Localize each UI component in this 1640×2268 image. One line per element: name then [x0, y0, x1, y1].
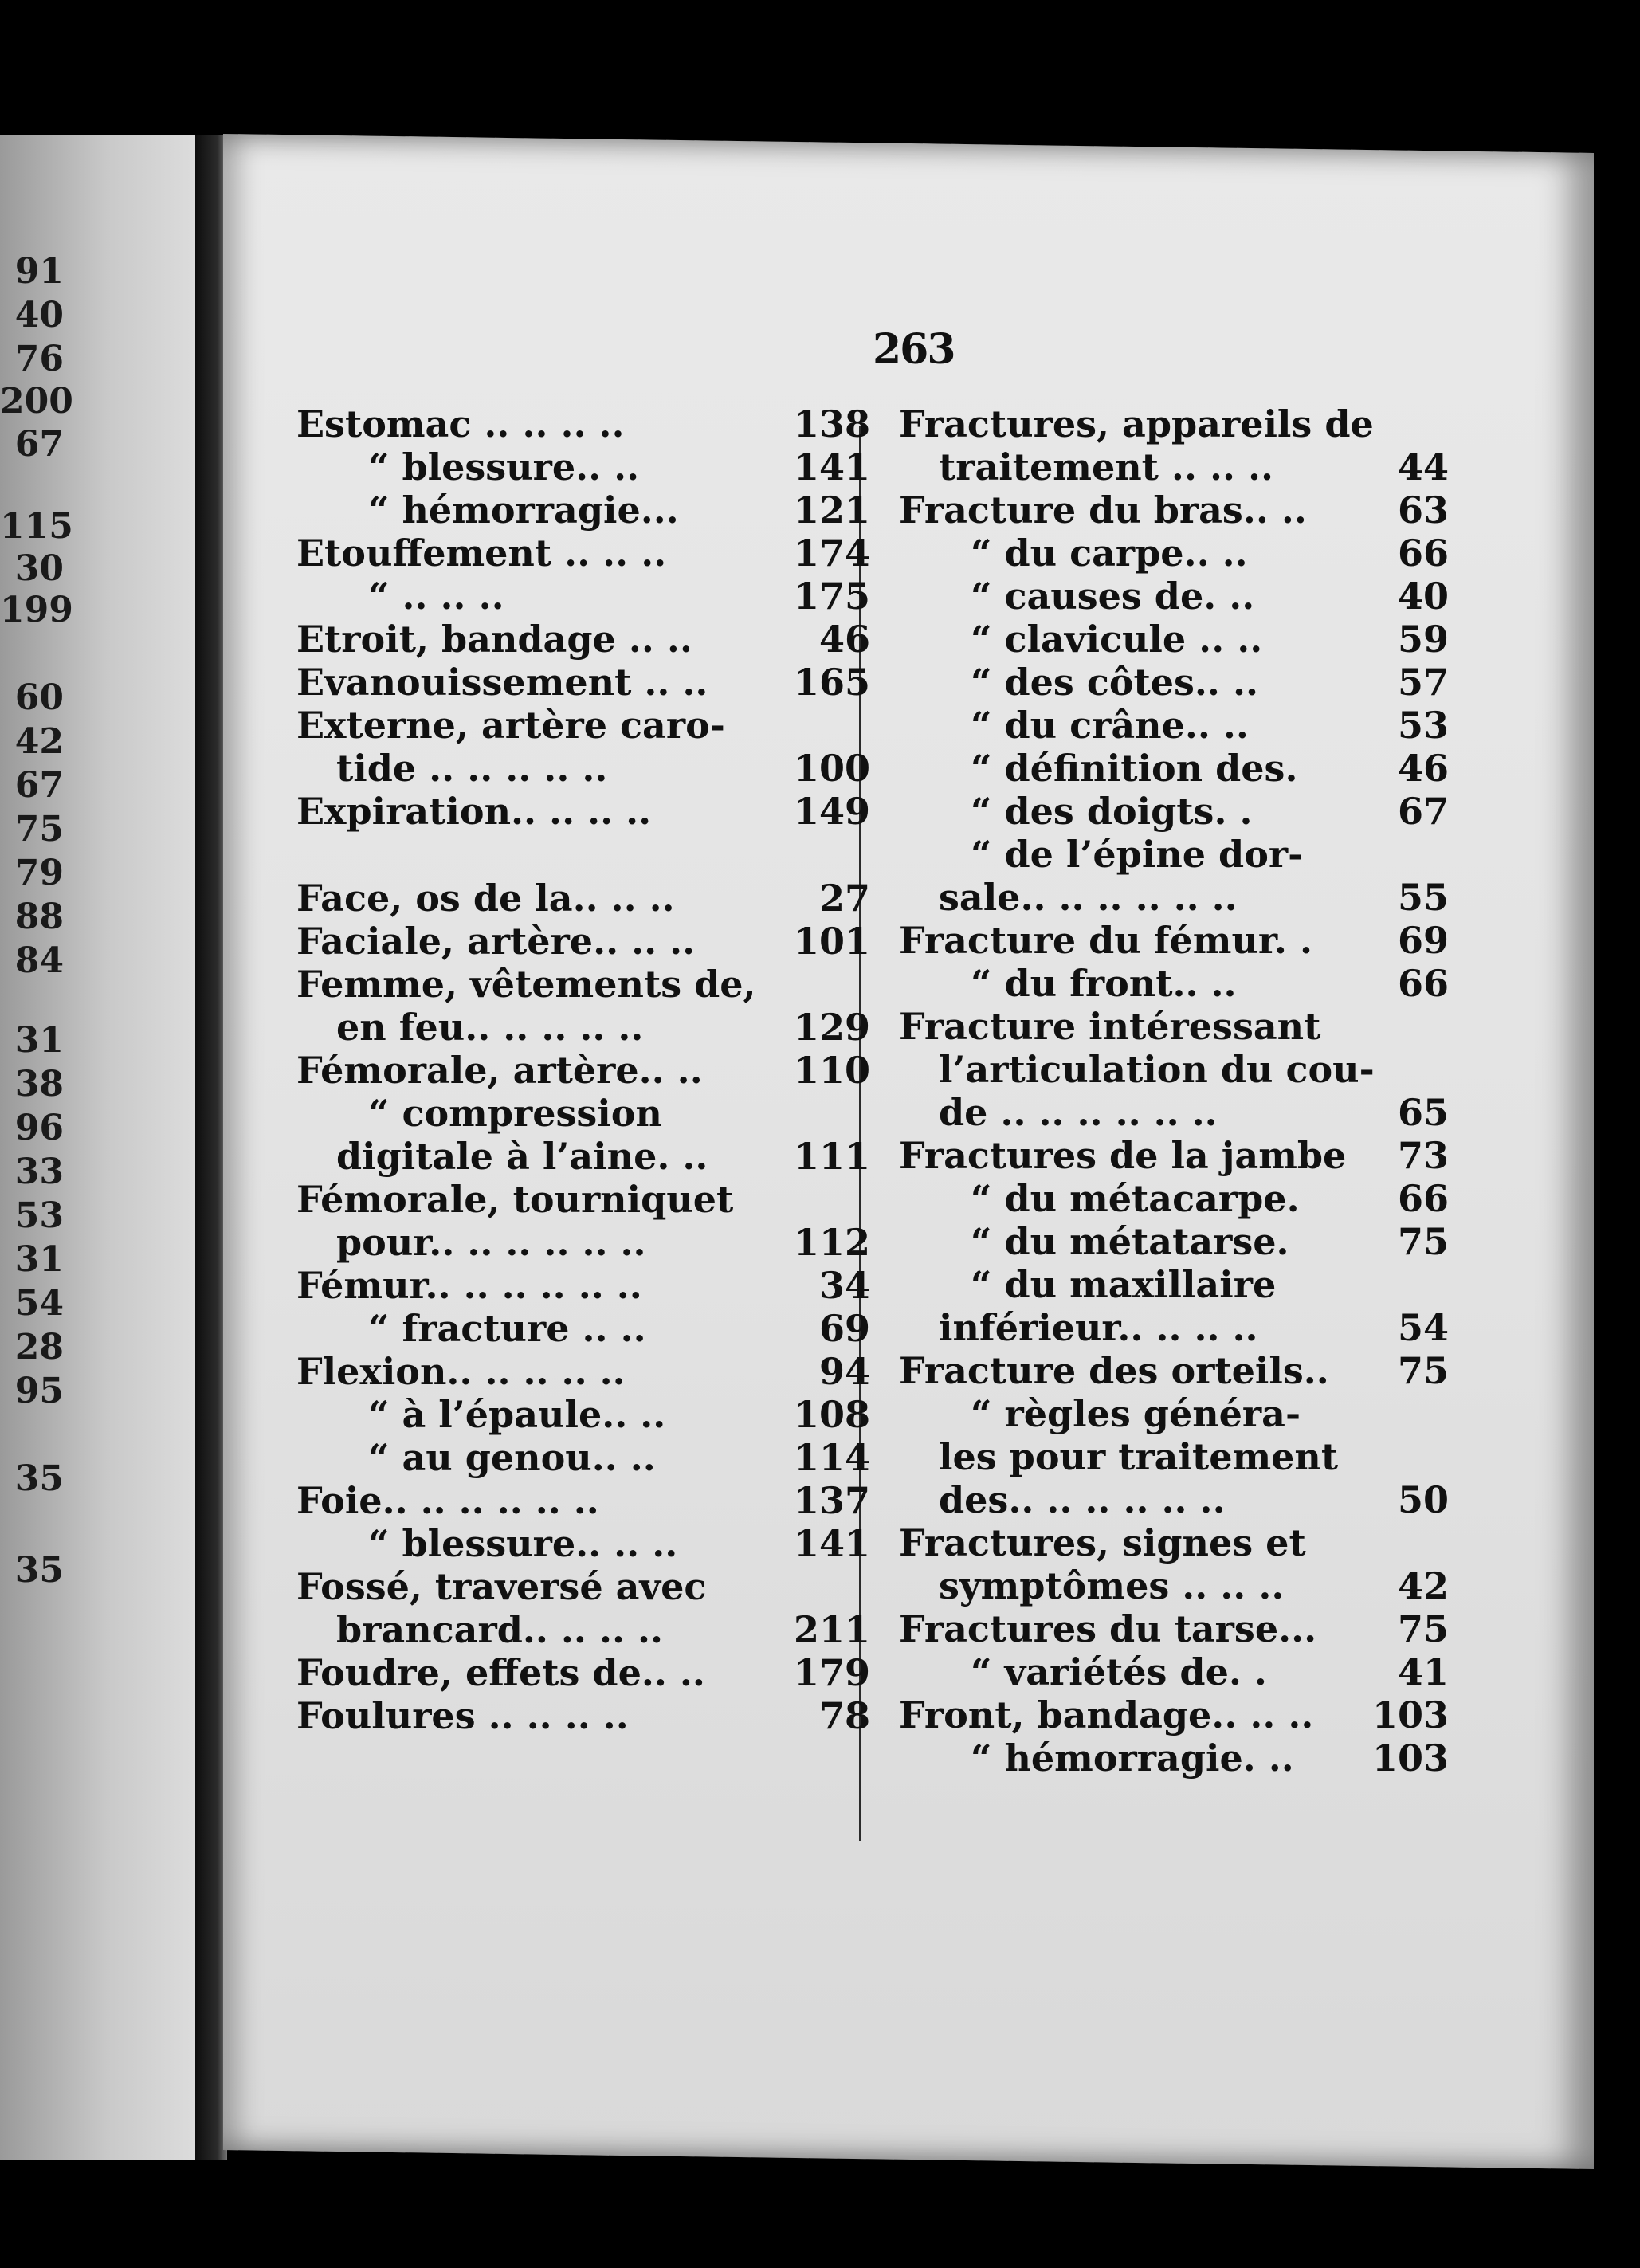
index-entry-page: 114	[793, 1436, 870, 1479]
index-entry-page: 46	[818, 618, 870, 661]
index-entry-page: 141	[793, 445, 870, 489]
index-entry-text: Etroit, bandage .. ..	[296, 618, 692, 661]
index-entry-text: Foie.. .. .. .. .. ..	[296, 1479, 599, 1522]
index-entry-page: 69	[1397, 919, 1449, 962]
index-entry-page: 174	[793, 532, 870, 575]
index-entry	[899, 1349, 1449, 1392]
index-entry-text: symptômes .. .. ..	[939, 1564, 1285, 1607]
index-entry-text: “ de l’épine dor-	[971, 833, 1304, 876]
index-entry	[899, 833, 1449, 876]
index-entry-page: 110	[793, 1049, 870, 1092]
index-entry-text: “ à l’épaule.. ..	[368, 1393, 666, 1436]
index-entry-text: Expiration.. .. .. ..	[296, 790, 652, 833]
index-entry	[899, 1478, 1449, 1521]
index-entry-page: 63	[1397, 489, 1449, 532]
previous-page-number: 35	[14, 1458, 64, 1499]
index-entry-page: 53	[1397, 704, 1449, 747]
index-entry-text: “ des côtes.. ..	[971, 661, 1258, 704]
previous-page-number: 88	[14, 897, 64, 937]
index-entry-text: “ des doigts. .	[971, 790, 1253, 833]
index-column-right	[899, 402, 1449, 1779]
index-entry-text: Fracture du bras.. ..	[899, 489, 1307, 532]
index-entry-page: 75	[1397, 1349, 1449, 1392]
index-entry	[296, 575, 870, 618]
index-entry-page: 66	[1397, 1177, 1449, 1220]
index-entry-page: 66	[1397, 962, 1449, 1005]
index-entry-page: 100	[793, 747, 870, 790]
index-entry-page: 40	[1397, 575, 1449, 618]
index-entry-text: Fractures du tarse...	[899, 1607, 1317, 1650]
index-entry-text: “ du maxillaire	[971, 1263, 1277, 1306]
index-entry-text: Externe, artère caro-	[296, 704, 725, 747]
index-entry	[899, 489, 1449, 532]
previous-page-number: 31	[14, 1239, 64, 1280]
index-entry-page: 65	[1397, 1091, 1449, 1134]
index-entry-page: 149	[793, 790, 870, 833]
index-entry	[296, 1565, 870, 1608]
index-entry	[899, 1392, 1449, 1435]
index-entry-text: Flexion.. .. .. .. ..	[296, 1350, 626, 1393]
index-entry-page: 27	[818, 877, 870, 920]
previous-page-number: 199	[0, 590, 73, 630]
index-entry	[296, 704, 870, 747]
index-entry	[899, 962, 1449, 1005]
index-entry-text: digitale à l’aine. ..	[336, 1135, 708, 1178]
index-entry-text: Face, os de la.. .. ..	[296, 877, 675, 920]
index-entry-text: traitement .. .. ..	[939, 445, 1274, 489]
index-entry-text: “ hémorragie...	[368, 489, 679, 532]
previous-page-number: 200	[0, 381, 73, 422]
index-entry	[899, 704, 1449, 747]
index-entry	[899, 1736, 1449, 1779]
previous-page-number: 33	[14, 1152, 64, 1192]
index-entry-text: Femme, vêtements de,	[296, 963, 756, 1006]
index-entry-text: Foudre, effets de.. ..	[296, 1651, 705, 1694]
index-entry-text: Estomac .. .. .. ..	[296, 402, 625, 445]
previous-page-number: 54	[14, 1283, 64, 1324]
previous-page-number: 60	[14, 677, 64, 718]
index-entry	[899, 1564, 1449, 1607]
index-entry	[899, 1048, 1449, 1091]
index-entry-page: 211	[793, 1608, 870, 1651]
index-entry	[296, 1049, 870, 1092]
index-entry	[899, 402, 1449, 445]
previous-page-number: 67	[14, 765, 64, 806]
index-entry-page: 137	[793, 1479, 870, 1522]
index-entry-page: 41	[1397, 1650, 1449, 1693]
index-entry-page: 59	[1397, 618, 1449, 661]
index-entry-text: “ au genou.. ..	[368, 1436, 656, 1479]
index-entry	[296, 1350, 870, 1393]
index-entry	[899, 876, 1449, 919]
index-entry-page: 42	[1397, 1564, 1449, 1607]
index-entry-page: 73	[1397, 1134, 1449, 1177]
index-entry-page: 165	[793, 661, 870, 704]
index-entry-text: Etouffement .. .. ..	[296, 532, 667, 575]
index-entry	[899, 445, 1449, 489]
index-entry	[296, 1608, 870, 1651]
index-entry-page: 78	[818, 1694, 870, 1737]
index-entry-page: 103	[1371, 1736, 1449, 1779]
index-entry	[899, 1005, 1449, 1048]
index-entry	[296, 1135, 870, 1178]
index-entry	[296, 1694, 870, 1737]
index-entry	[296, 618, 870, 661]
index-entry-text: “ du front.. ..	[971, 962, 1237, 1005]
index-entry-text: “ blessure.. .. ..	[368, 1522, 678, 1565]
index-entry-text: Faciale, artère.. .. ..	[296, 920, 696, 963]
index-entry-text: Fractures, signes et	[899, 1521, 1306, 1564]
index-entry	[899, 575, 1449, 618]
previous-page-number: 42	[14, 721, 64, 762]
index-entry-text: Fracture des orteils..	[899, 1349, 1329, 1392]
index-entry	[899, 790, 1449, 833]
index-entry	[296, 402, 870, 445]
previous-page-number: 84	[14, 940, 64, 981]
index-entry-text: “ fracture .. ..	[368, 1307, 646, 1350]
index-entry-text: “ clavicule .. ..	[971, 618, 1263, 661]
previous-page-number: 38	[14, 1064, 64, 1105]
index-entry-page: 75	[1397, 1220, 1449, 1263]
index-entry	[296, 747, 870, 790]
previous-page-number: 30	[14, 548, 64, 589]
index-entry-text: “ compression	[368, 1092, 662, 1135]
index-entry-page: 75	[1397, 1607, 1449, 1650]
index-entry-text: brancard.. .. .. ..	[336, 1608, 664, 1651]
previous-page-number: 76	[14, 339, 64, 379]
index-entry-text: “ règles généra-	[971, 1392, 1301, 1435]
index-entry-text: Fractures, appareils de	[899, 402, 1374, 445]
index-entry	[296, 532, 870, 575]
index-entry-text: Foulures .. .. .. ..	[296, 1694, 629, 1737]
index-entry-page: 54	[1397, 1306, 1449, 1349]
index-entry	[899, 1134, 1449, 1177]
previous-page-number: 96	[14, 1108, 64, 1148]
index-entry	[899, 1306, 1449, 1349]
index-entry-page: 66	[1397, 532, 1449, 575]
index-entry	[296, 445, 870, 489]
previous-page-number: 40	[14, 295, 64, 335]
index-entry-text: pour.. .. .. .. .. ..	[336, 1221, 646, 1264]
index-entry	[296, 1393, 870, 1436]
index-entry	[899, 1650, 1449, 1693]
section-gap	[296, 833, 870, 877]
index-entry-text: de .. .. .. .. .. ..	[939, 1091, 1218, 1134]
index-entry	[899, 532, 1449, 575]
previous-page-number: 53	[14, 1195, 64, 1236]
previous-page-number: 75	[14, 809, 64, 850]
index-entry	[296, 1006, 870, 1049]
index-entry-text: Fracture intéressant	[899, 1005, 1321, 1048]
previous-page-number: 35	[14, 1550, 64, 1591]
index-entry-page: 44	[1397, 445, 1449, 489]
index-entry	[296, 963, 870, 1006]
index-entry-text: “ blessure.. ..	[368, 445, 640, 489]
index-entry-text: “ définition des.	[971, 747, 1298, 790]
index-entry-text: “ causes de. ..	[971, 575, 1255, 618]
index-entry-text: Fossé, traversé avec	[296, 1565, 707, 1608]
index-entry-page: 179	[793, 1651, 870, 1694]
index-entry	[899, 1263, 1449, 1306]
previous-page-number: 31	[14, 1020, 64, 1061]
index-entry-text: Fémorale, tourniquet	[296, 1178, 734, 1221]
index-entry	[899, 1435, 1449, 1478]
index-entry	[899, 618, 1449, 661]
index-entry-text: Fractures de la jambe	[899, 1134, 1347, 1177]
index-entry	[296, 1479, 870, 1522]
index-entry	[296, 661, 870, 704]
index-entry-page: 112	[793, 1221, 870, 1264]
index-entry-page: 67	[1397, 790, 1449, 833]
index-entry-page: 111	[793, 1135, 870, 1178]
index-entry	[899, 1693, 1449, 1736]
index-entry-text: les pour traitement	[939, 1435, 1339, 1478]
index-entry-text: inférieur.. .. .. ..	[939, 1306, 1258, 1349]
index-entry-text: Fémur.. .. .. .. .. ..	[296, 1264, 642, 1307]
index-entry-page: 141	[793, 1522, 870, 1565]
previous-page-number: 28	[14, 1327, 64, 1367]
index-entry	[296, 1221, 870, 1264]
index-entry-text: “ du métatarse.	[971, 1220, 1289, 1263]
index-entry	[899, 1091, 1449, 1134]
index-entry-page: 175	[793, 575, 870, 618]
index-entry-text: Front, bandage.. .. ..	[899, 1693, 1314, 1736]
index-entry-text: Fémorale, artère.. ..	[296, 1049, 703, 1092]
index-entry-text: “ variétés de. .	[971, 1650, 1267, 1693]
index-entry	[899, 1521, 1449, 1564]
index-entry-text: “ .. .. ..	[368, 575, 504, 618]
index-entry	[296, 790, 870, 833]
index-entry-page: 103	[1371, 1693, 1449, 1736]
index-entry	[296, 1092, 870, 1135]
index-entry-page: 94	[818, 1350, 870, 1393]
index-entry-text: sale.. .. .. .. .. ..	[939, 876, 1238, 919]
index-entry-page: 34	[818, 1264, 870, 1307]
index-entry	[296, 489, 870, 532]
index-entry-page: 50	[1397, 1478, 1449, 1521]
index-entry-page: 101	[793, 920, 870, 963]
index-entry-page: 121	[793, 489, 870, 532]
index-entry	[296, 1436, 870, 1479]
index-entry-text: tide .. .. .. .. ..	[336, 747, 608, 790]
index-column-left	[296, 402, 870, 1737]
index-entry-text: des.. .. .. .. .. ..	[939, 1478, 1226, 1521]
page-number: 263	[873, 325, 955, 374]
index-entry	[899, 1177, 1449, 1220]
index-entry-page: 57	[1397, 661, 1449, 704]
index-entry-text: “ hémorragie. ..	[971, 1736, 1294, 1779]
book-gutter	[195, 135, 227, 2160]
index-entry	[296, 1264, 870, 1307]
previous-page-number: 95	[14, 1371, 64, 1411]
index-entry-text: “ du métacarpe.	[971, 1177, 1300, 1220]
index-entry	[296, 1651, 870, 1694]
index-entry-text: “ du carpe.. ..	[971, 532, 1248, 575]
index-entry-page: 129	[793, 1006, 870, 1049]
index-entry-page: 108	[793, 1393, 870, 1436]
previous-page-number: 79	[14, 853, 64, 893]
index-entry-page: 138	[793, 402, 870, 445]
index-entry	[899, 1220, 1449, 1263]
index-entry-page: 69	[818, 1307, 870, 1350]
index-entry	[296, 877, 870, 920]
index-entry-page: 46	[1397, 747, 1449, 790]
index-entry	[899, 661, 1449, 704]
index-entry-text: Fracture du fémur. .	[899, 919, 1312, 962]
previous-page-number: 115	[0, 506, 73, 547]
index-entry	[296, 1307, 870, 1350]
index-entry	[296, 1178, 870, 1221]
index-entry-text: Evanouissement .. ..	[296, 661, 708, 704]
index-entry	[296, 1522, 870, 1565]
index-entry-page: 55	[1397, 876, 1449, 919]
index-entry-text: en feu.. .. .. .. ..	[336, 1006, 644, 1049]
previous-page-edge	[0, 135, 203, 2160]
previous-page-number: 67	[14, 424, 64, 465]
index-entry-text: “ du crâne.. ..	[971, 704, 1249, 747]
index-entry	[899, 747, 1449, 790]
index-entry	[899, 919, 1449, 962]
previous-page-number: 91	[14, 251, 64, 292]
index-entry	[296, 920, 870, 963]
index-entry-text: l’articulation du cou-	[939, 1048, 1375, 1091]
index-entry	[899, 1607, 1449, 1650]
